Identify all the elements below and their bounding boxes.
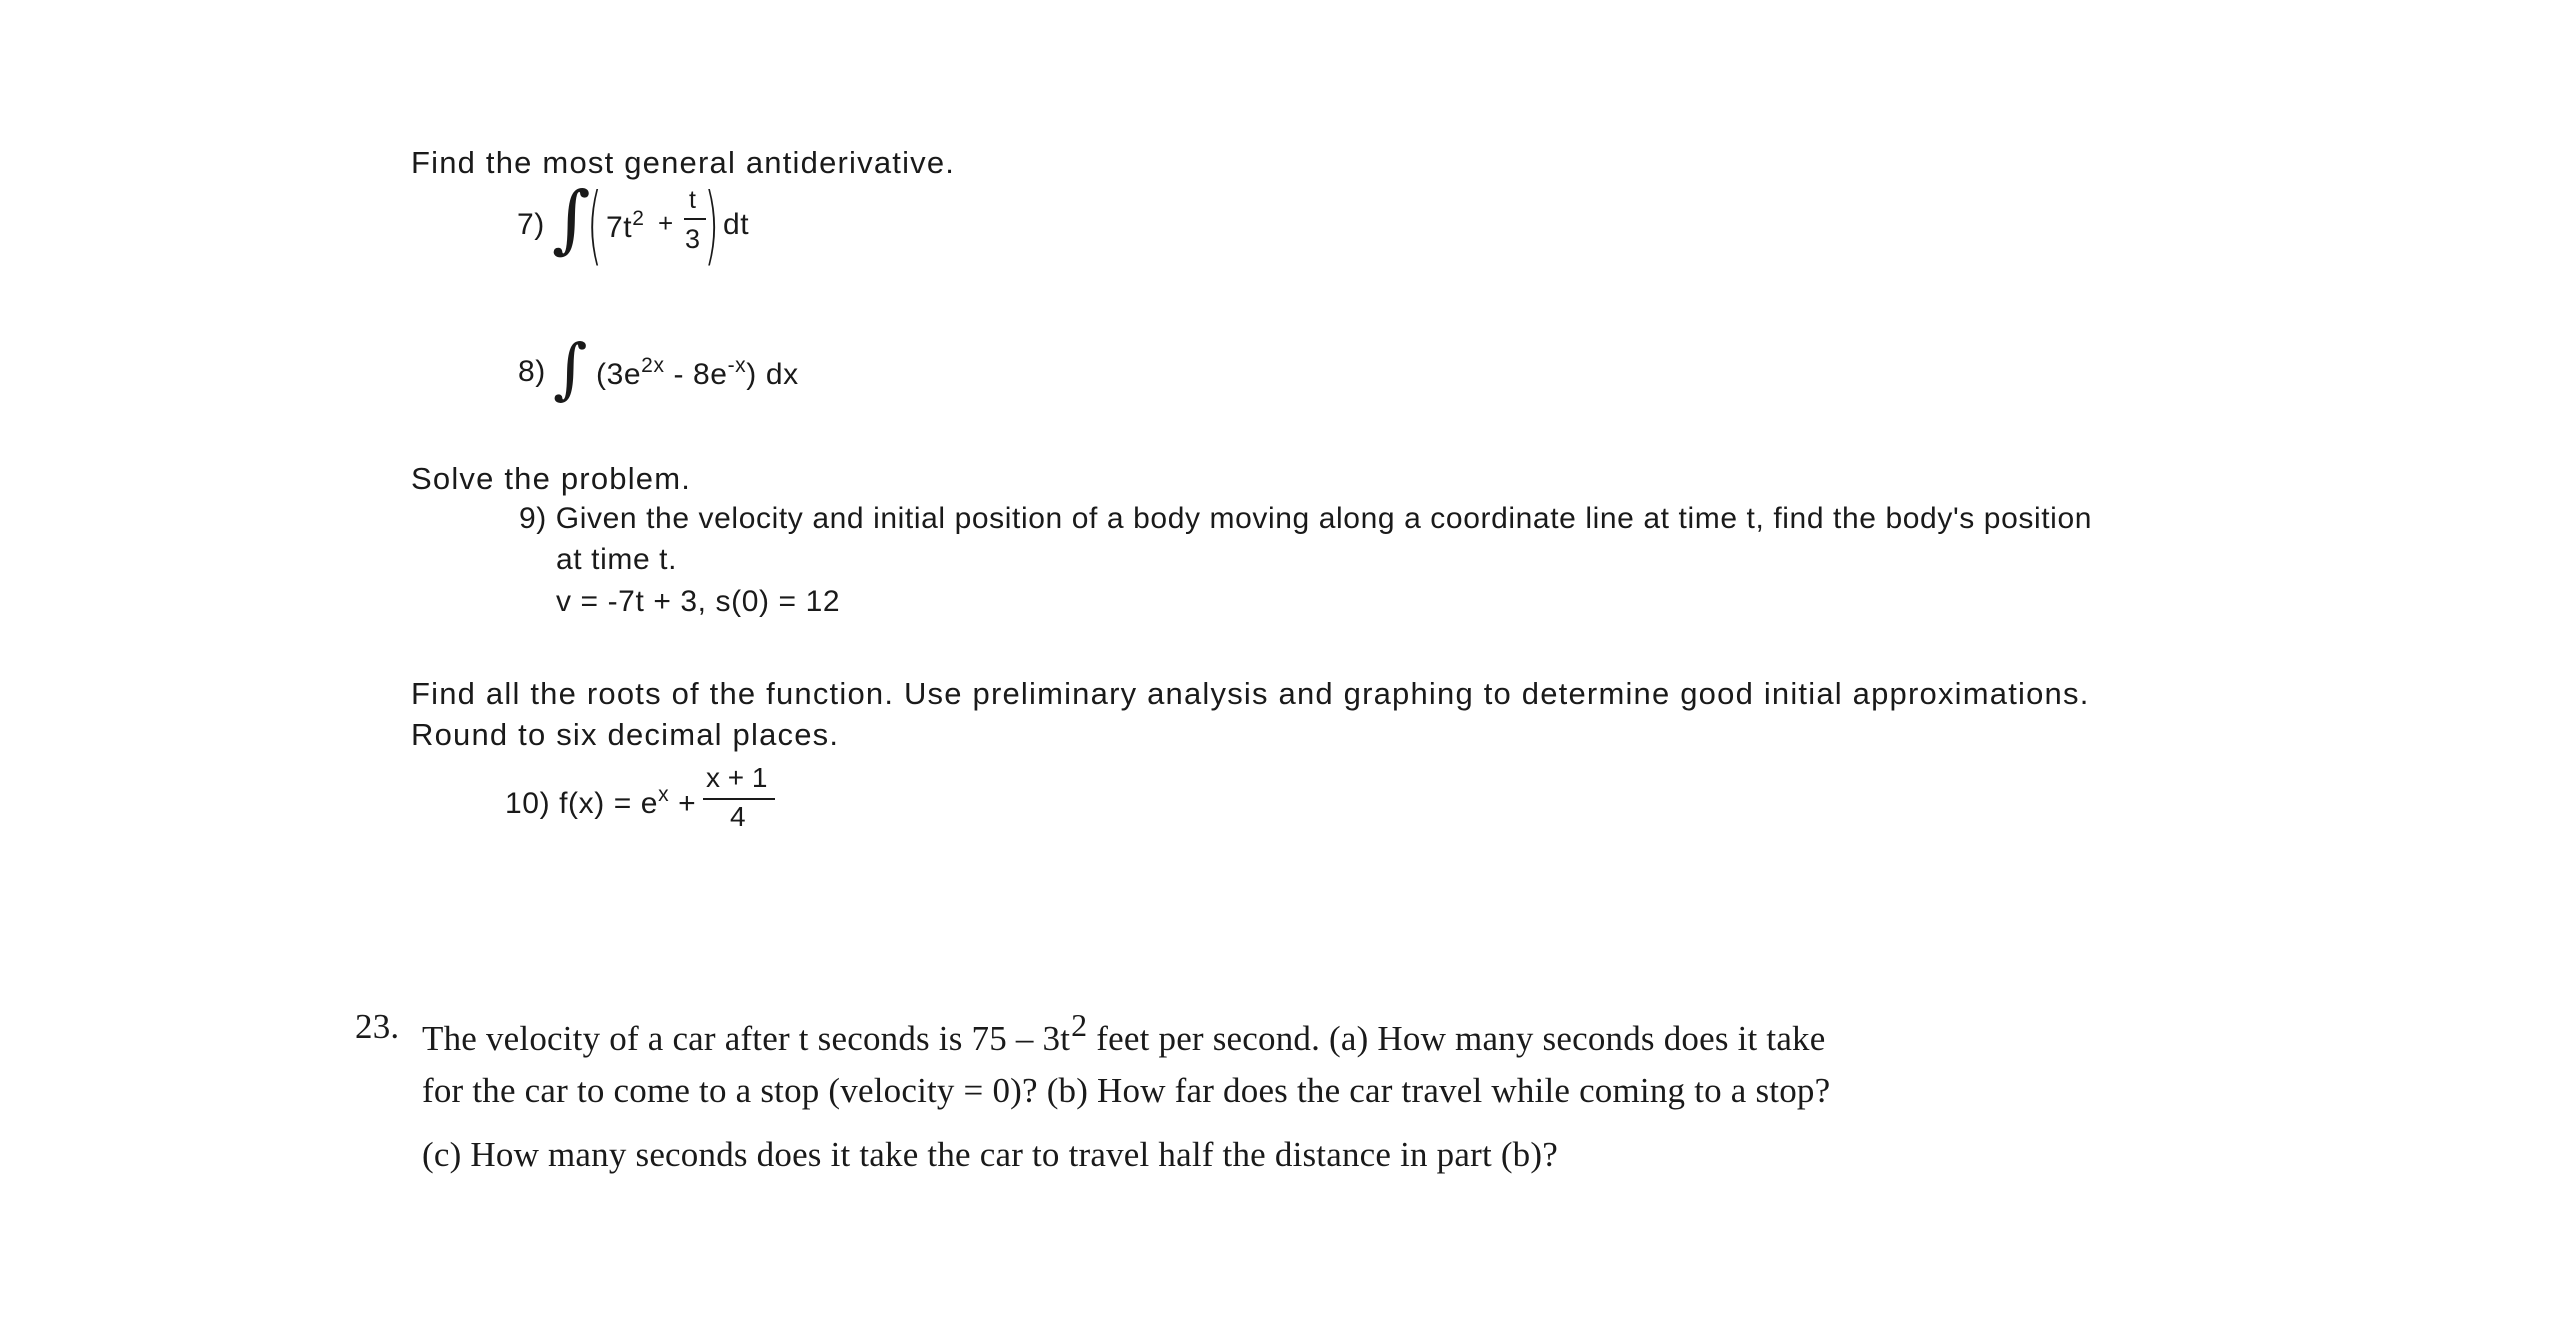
integral-sign-icon: ∫ [552,176,591,262]
question-number: 7) [517,208,545,241]
problem-23-line-2: for the car to come to a stop (velocity = 0)? (b) How far does the car travel while coming to a stop? [422,1071,1831,1110]
integral-sign-icon: ∫ [553,330,588,407]
exponent: x [658,783,670,806]
exponent: -x [727,354,747,377]
problem-number: 23. [355,1007,400,1046]
integrand: $(3e^{2x} - 8e^{-x})$ dx [596,354,799,391]
question-9-line-1: 9) Given the velocity and initial position of a body moving along a coordinate line at time t, find the body's position [519,502,2093,535]
function-definition: 10) $f(x) = e^x$ + [505,783,697,820]
left-paren-icon: ( [587,175,603,275]
exponent: 2 [632,207,645,230]
fraction-denominator: 3 [685,224,701,254]
fraction-numerator: x + 1 [706,762,768,793]
fraction-denominator: 4 [730,801,746,832]
right-paren-icon: ) [704,175,720,275]
fraction-numerator: t [689,186,696,214]
exponent: 2x [641,354,665,377]
section-heading-antiderivative: Find the most general antiderivative. [411,145,956,180]
differential: dt [723,208,750,241]
question-9-line-3: v = -7t + 3, s(0) = 12 [556,585,841,618]
integrand-term: $7t^2$ [606,207,645,244]
plus-sign: + [658,208,674,238]
problem-23-line-3: (c) How many seconds does it take the car to travel half the distance in part (b)? [422,1135,1558,1174]
question-number: 8) [518,355,546,388]
section-heading-roots-line-2: Round to six decimal places. [411,717,840,752]
fraction-bar [684,218,706,220]
section-heading-solve: Solve the problem. [411,461,692,496]
section-heading-roots: Find all the roots of the function. Use preliminary analysis and graphing to determine good initial approximations. [411,676,2090,711]
problem-23-line-1: The velocity of a car after t seconds is $75 - 3t^2$ feet per second. (a) How many seconds does it take [422,1007,1826,1058]
fraction-bar [703,798,775,800]
question-9-line-2: at time t. [556,543,678,576]
exponent: 2 [1071,1007,1088,1043]
